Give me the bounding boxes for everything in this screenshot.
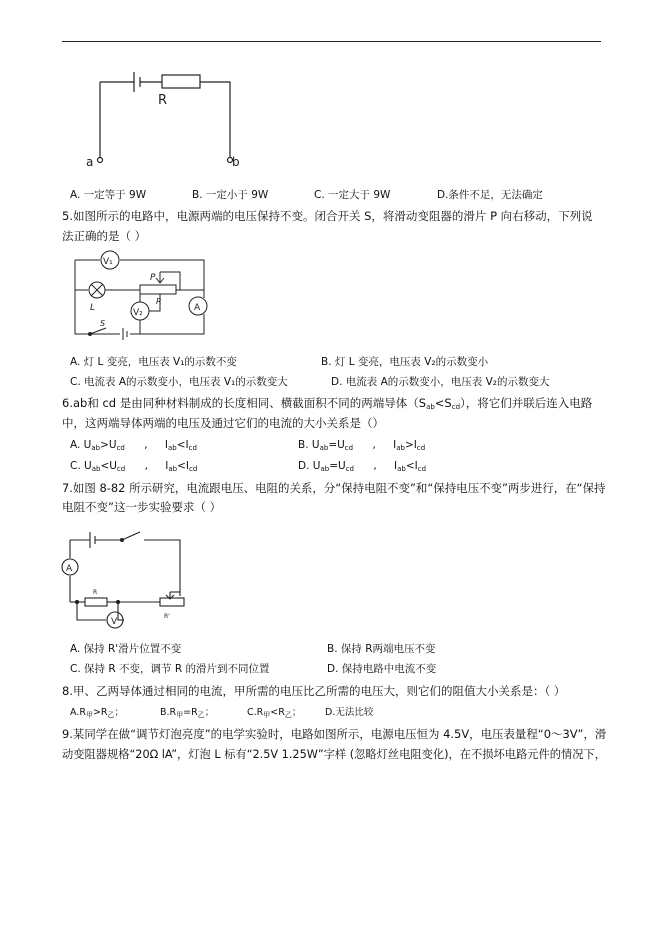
q5-circuit-figure — [70, 250, 212, 348]
q5-l-label: L — [90, 303, 96, 313]
q8-option-d[interactable]: D.无法比较 — [325, 707, 374, 718]
q5-option-a[interactable]: A. 灯 L 变亮，电压表 V₁的示数不变 — [70, 356, 237, 368]
q7-r-label: R — [93, 589, 98, 596]
q6-option-c[interactable]: C. $U_{ab}<U_{cd}$ , $I_{ab}<I_{cd}$ — [70, 460, 198, 473]
q5-option-c[interactable]: C. 电流表 A的示数变小，电压表 V₁的示数变大 — [70, 376, 288, 388]
q6-stem-line1 — [62, 395, 592, 415]
q4-option-d[interactable]: D.条件不足，无法确定 — [437, 189, 543, 201]
q7-voltmeter-label: V — [111, 617, 118, 627]
q4-option-b[interactable]: B. 一定小于 9W — [192, 189, 269, 201]
q5-s-label: S — [100, 319, 106, 328]
q9-stem-line2: 动变阻器规格“20Ω lA”，灯泡 L 标有“2.5V 1.25W”字样 (忽略灯丝电阻变化)，在不损坏电路元件的情况下， — [62, 747, 606, 761]
q5-a-label: A — [194, 303, 201, 313]
q6-option-b[interactable]: B. $U_{ab}=U_{cd}$ , $I_{ab}>I_{cd}$ — [298, 439, 426, 452]
q7-stem-line2: 电阻不变”这一步实验要求（ ） — [62, 500, 222, 514]
q5-p-label: P — [150, 273, 156, 283]
q4-circuit-figure — [82, 62, 242, 172]
q9-stem-line1: 9.某同学在做“调节灯泡亮度”的电学实验时，电路如图所示，电源电压恒为 4.5V，电压表量程“0～3V”，滑 — [62, 727, 607, 741]
q5-option-d[interactable]: D. 电流表 A的示数变小，电压表 V₂的示数变大 — [331, 376, 550, 388]
q6-stem-sub1: ab — [426, 403, 435, 411]
q5-option-b[interactable]: B. 灯 L 变亮，电压表 V₂的示数变小 — [321, 356, 489, 368]
q8-option-c[interactable]: $C.R_甲<R_乙$； — [247, 707, 302, 719]
q6-option-a[interactable]: A. $U_{ab}>U_{cd}$ , $I_{ab}<I_{cd}$ — [70, 439, 197, 452]
q6-stem-part3: ），将它们并联后连入电路 — [460, 396, 593, 410]
q8-option-b[interactable]: $B.R_甲=R_乙$； — [160, 707, 215, 719]
q5-v2-label: V₂ — [133, 308, 143, 318]
q5-stem-line1: 5.如图所示的电路中，电源两端的电压保持不变。闭合开关 S，将滑动变阻器的滑片 P 向右移动，下列说 — [62, 209, 593, 223]
q7-stem-line1: 7.如图 8-82 所示研究，电流跟电压、电阻的关系，分“保持电阻不变”和“保持电压不变”两步进行，在“保持 — [62, 481, 606, 495]
q5-r-label: R — [156, 297, 162, 306]
q4-option-a[interactable]: A. 一定等于 9W — [70, 189, 147, 201]
q7-r2-label: R' — [164, 613, 170, 620]
q6-stem-part2: <S — [434, 396, 452, 410]
q7-circuit-figure — [60, 526, 190, 632]
q6-option-d[interactable]: D. $U_{ab}=U_{cd}$ , $I_{ab}<I_{cd}$ — [298, 460, 427, 473]
q7-option-a[interactable]: A. 保持 R'滑片位置不变 — [70, 643, 182, 655]
q5-v1-label: V₁ — [103, 257, 113, 267]
q7-option-d[interactable]: D. 保持电路中电流不变 — [327, 663, 437, 675]
q7-option-b[interactable]: B. 保持 R两端电压不变 — [327, 643, 436, 655]
q6-stem-part1: 6.ab和 cd 是由同种材料制成的长度相同、横截面积不同的两端导体（S — [62, 396, 427, 410]
q6-stem-line2: 中，这两端导体两端的电压及通过它们的电流的大小关系是（） — [62, 416, 384, 430]
header-rule — [62, 41, 601, 42]
q4-resistor-label: R — [158, 93, 168, 108]
q4-option-c[interactable]: C. 一定大于 9W — [314, 189, 391, 201]
q6-stem-sub2: cd — [451, 403, 461, 411]
q8-option-a[interactable]: $A.R_甲>R_乙$； — [70, 707, 125, 719]
q7-ammeter-label: A — [66, 564, 73, 574]
q8-stem: 8.甲、乙两导体通过相同的电流，甲所需的电压比乙所需的电压大，则它们的阻值大小关系是：（ ） — [62, 684, 566, 698]
q4-terminal-a: a — [86, 155, 94, 169]
q5-stem-line2: 法正确的是（ ） — [62, 229, 147, 243]
q4-terminal-b: b — [232, 155, 240, 169]
q7-option-c[interactable]: C. 保持 R 不变，调节 R 的滑片到不同位置 — [70, 663, 270, 675]
